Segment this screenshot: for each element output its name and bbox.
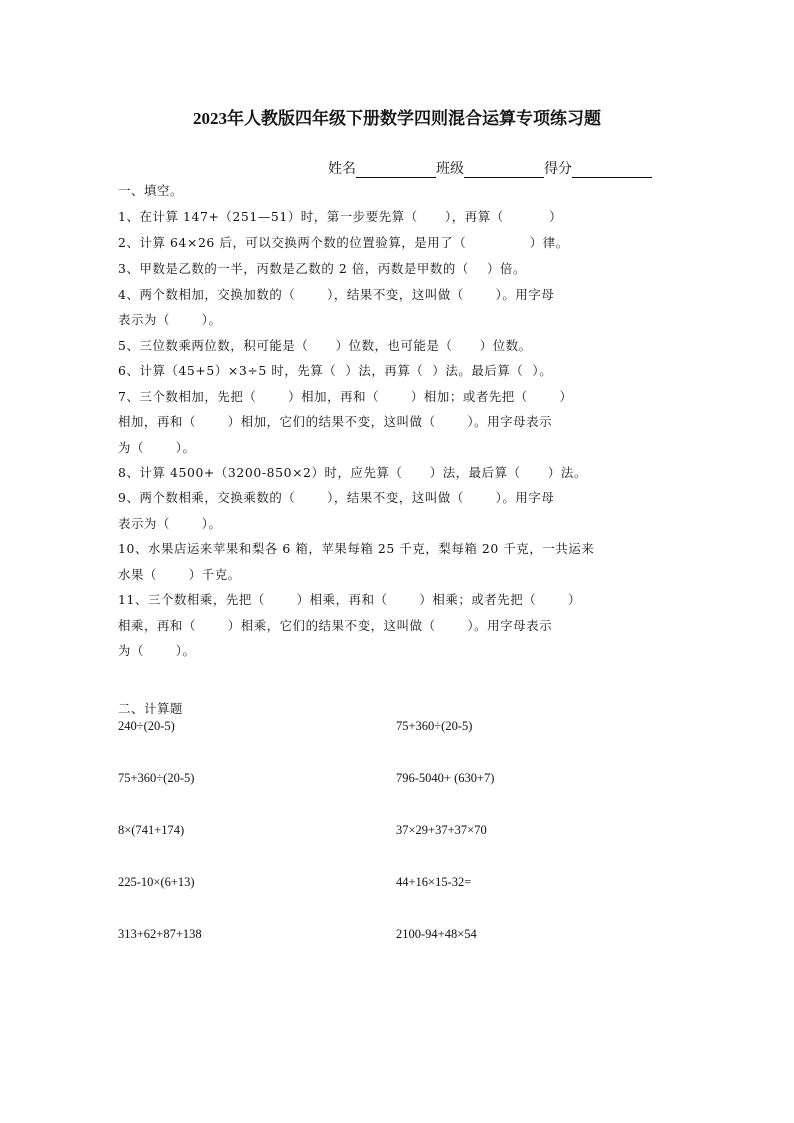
question-line: 7、三个数相加，先把（ ）相加，再和（ ）相加；或者先把（ ） [118,389,573,404]
question-line: 表示为（ ）。 [118,312,222,327]
question-line: 6、计算（45+5）×3÷5 时，先算（ ）法，再算（ ）法。最后算（ ）。 [118,363,553,378]
calc-problem: 75+360÷(20-5) [396,719,473,733]
name-label: 姓名 [328,161,356,177]
calc-problem: 44+16×15-32= [396,875,472,889]
calc-problem: 240÷(20-5) [118,719,175,733]
class-label: 班级 [436,161,464,177]
calc-problem: 2100-94+48×54 [396,927,477,941]
name-blank[interactable] [356,163,436,178]
question-line: 2、计算 64×26 后，可以交换两个数的位置验算，是用了（ ）律。 [118,235,569,250]
calc-problem: 75+360÷(20-5) [118,771,195,785]
question-line: 1、在计算 147+（251—51）时，第一步要先算（ ），再算（ ） [118,209,563,224]
score-label: 得分 [544,161,572,177]
student-info [328,158,652,178]
page-title: 2023年人教版四年级下册数学四则混合运算专项练习题 [193,109,601,128]
calc-problem: 796-5040+ (630+7) [396,771,495,785]
section-heading: 二、计算题 [118,701,183,716]
question-line: 11、三个数相乘，先把（ ）相乘，再和（ ）相乘；或者先把（ ） [118,592,582,607]
question-line: 表示为（ ）。 [118,516,222,531]
calc-problem: 225-10×(6+13) [118,875,195,889]
score-blank[interactable] [572,163,652,178]
question-line: 4、两个数相加，交换加数的（ ），结果不变，这叫做（ ）。用字母 [118,287,555,302]
calc-problem: 37×29+37+37×70 [396,823,487,837]
section-heading: 一、填空。 [118,183,183,198]
question-line: 10、水果店运来苹果和梨各 6 箱，苹果每箱 25 千克，梨每箱 20 千克，一共运来 [118,541,595,556]
calc-problem: 8×(741+174) [118,823,185,837]
calc-problem: 313+62+87+138 [118,927,202,941]
question-line: 为（ ）。 [118,440,196,455]
class-blank[interactable] [464,163,544,178]
question-line: 相乘，再和（ ）相乘，它们的结果不变，这叫做（ ）。用字母表示 [118,618,553,633]
question-line: 8、计算 4500+（3200-850×2）时，应先算（ ）法，最后算（ ）法。 [118,465,587,480]
question-line: 9、两个数相乘，交换乘数的（ ），结果不变，这叫做（ ）。用字母 [118,490,555,505]
question-line: 为（ ）。 [118,643,196,658]
question-line: 5、三位数乘两位数，积可能是（ ）位数，也可能是（ ）位数。 [118,338,532,353]
question-line: 水果（ ）千克。 [118,567,241,582]
question-line: 相加，再和（ ）相加，它们的结果不变，这叫做（ ）。用字母表示 [118,414,553,429]
question-line: 3、甲数是乙数的一半，丙数是乙数的 2 倍，丙数是甲数的（ ）倍。 [118,261,526,276]
